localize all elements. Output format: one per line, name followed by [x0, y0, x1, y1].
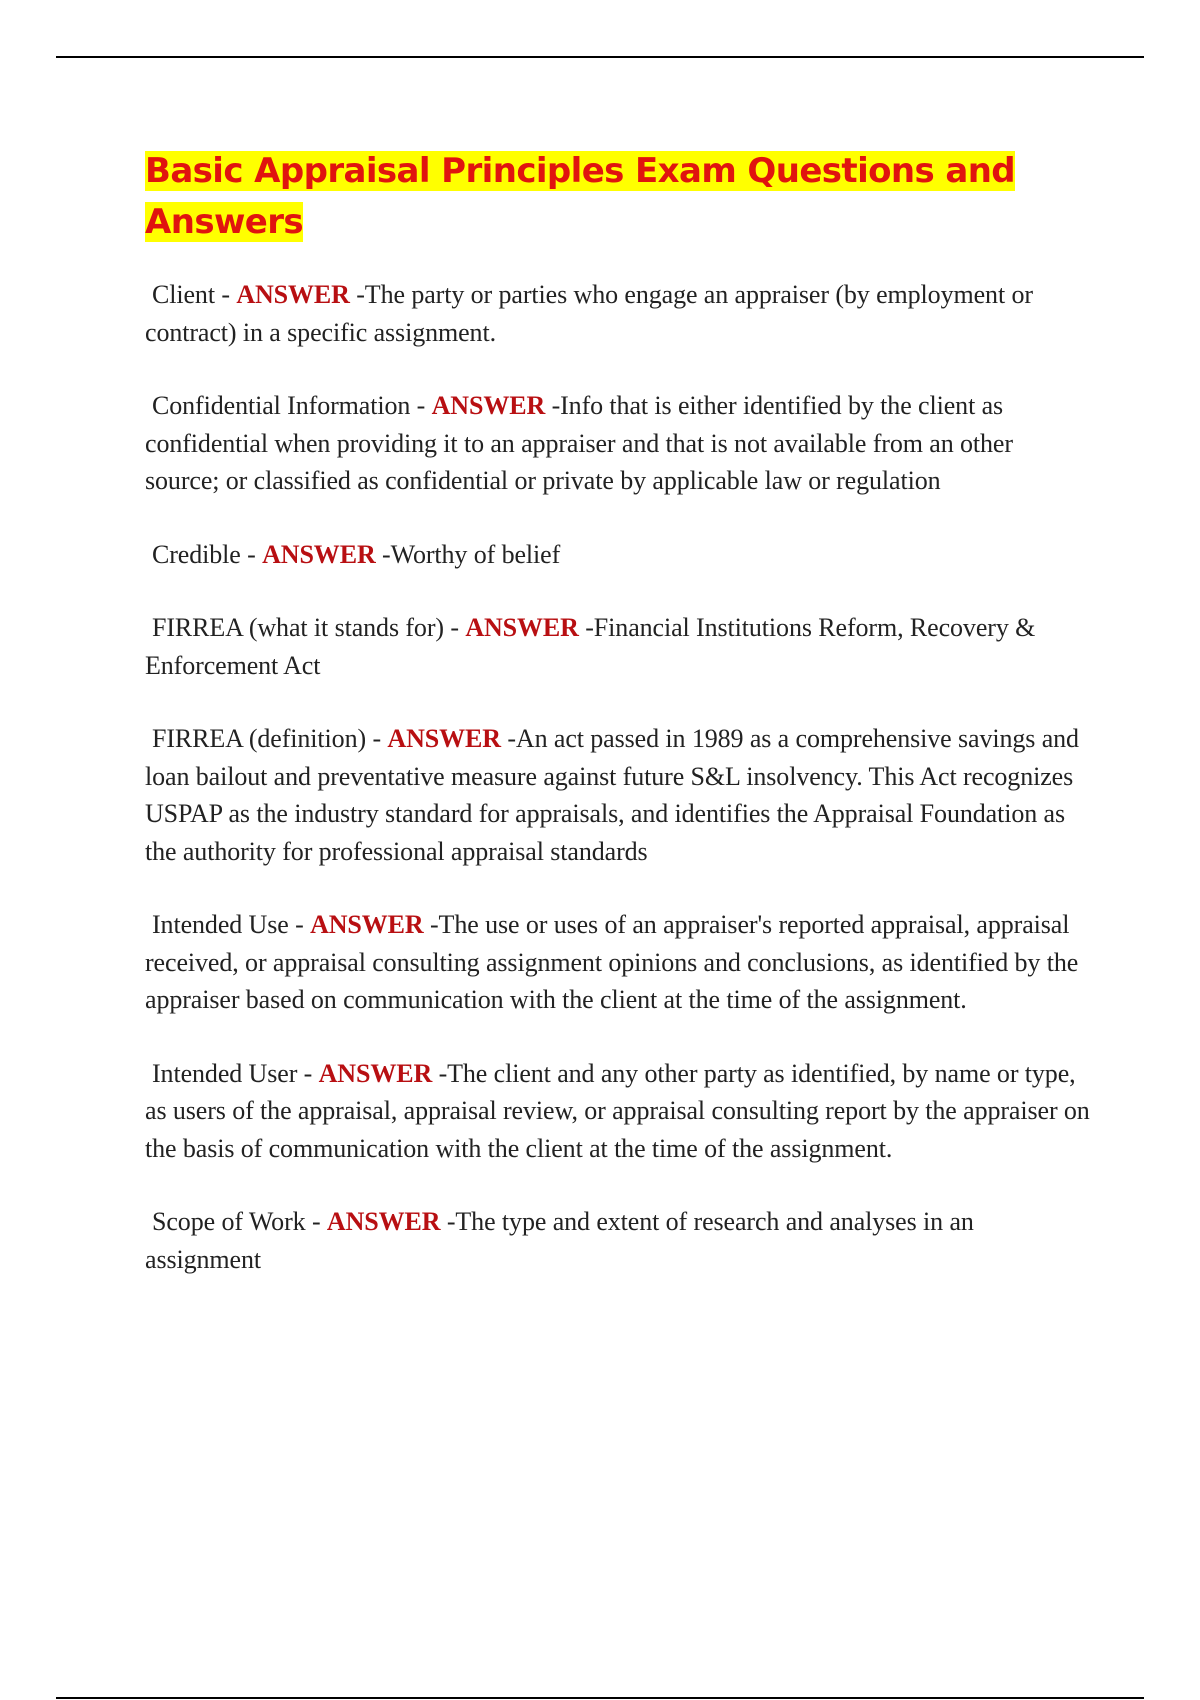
document-title	[145, 146, 1045, 248]
qa-answer-label: ANSWER	[318, 1058, 433, 1088]
qa-term: Intended User	[152, 1058, 298, 1088]
top-rule	[56, 56, 1144, 58]
qa-item	[145, 720, 1090, 870]
qa-answer-label: ANSWER	[310, 910, 424, 939]
qa-separator: -	[443, 613, 466, 642]
qa-term: FIRREA (definition)	[152, 724, 367, 753]
qa-term: Credible	[152, 539, 241, 569]
qa-definition: -Info that is either identified by the client as confidential when providing it to an appraiser and that is not available from an other source; or classified as confidential or private by applicable law or regulation	[145, 391, 1013, 495]
qa-list	[145, 276, 1090, 1278]
qa-separator: -	[305, 1207, 327, 1236]
qa-definition: -Financial Institutions Reform, Recovery & Enforcement Act	[145, 613, 1036, 680]
qa-separator: -	[366, 724, 388, 753]
qa-separator: -	[297, 1058, 319, 1088]
document-title-text: Basic Appraisal Principles Exam Questions and Answers	[145, 151, 1016, 242]
qa-definition: -The party or parties who engage an appraiser (by employment or contract) in a specific assignment.	[145, 280, 1033, 347]
qa-item	[145, 387, 1090, 500]
qa-term: Confidential Information	[152, 391, 411, 420]
qa-item	[145, 536, 1090, 574]
qa-answer-label: ANSWER	[431, 391, 546, 420]
qa-definition: -The type and extent of research and analyses in an assignment	[145, 1207, 974, 1274]
qa-definition: -Worthy of belief	[382, 539, 561, 569]
qa-term: Scope of Work	[152, 1207, 306, 1236]
qa-definition: -The use or uses of an appraiser's reported appraisal, appraisal received, or appraisal consulting assignment opinions and conclusions, as identified by the appraiser based on communication with the client at the time of the assignment.	[145, 910, 1079, 1014]
qa-definition: -The client and any other party as identified, by name or type, as users of the appraisal, appraisal review, or appraisal consulting report by the appraiser on the basis of communication with the client at the time of the assignment.	[145, 1058, 1090, 1163]
qa-answer-label: ANSWER	[326, 1207, 441, 1236]
qa-definition: -An act passed in 1989 as a comprehensive savings and loan bailout and preventative measure against future S&L insolvency. This Act recognizes USPAP as the industry standard for appraisals, and identifies the Appraisal Foundation as the authority for professional appraisal standards	[145, 724, 1079, 866]
qa-term: Client	[152, 280, 215, 309]
qa-term: Intended Use	[152, 910, 289, 939]
bottom-rule	[56, 1697, 1144, 1699]
qa-separator: -	[214, 280, 237, 309]
qa-item	[145, 609, 1090, 684]
qa-item	[145, 1055, 1090, 1168]
qa-item	[145, 906, 1090, 1019]
qa-answer-label: ANSWER	[262, 539, 376, 569]
qa-separator: -	[288, 910, 311, 939]
qa-item	[145, 1203, 1090, 1278]
qa-answer-label: ANSWER	[236, 280, 350, 309]
qa-separator: -	[240, 539, 263, 569]
qa-answer-label: ANSWER	[387, 724, 501, 753]
qa-term: FIRREA (what it stands for)	[152, 613, 444, 642]
document-body	[145, 146, 1090, 1314]
qa-answer-label: ANSWER	[465, 613, 579, 642]
qa-separator: -	[410, 391, 432, 420]
qa-item	[145, 276, 1090, 351]
